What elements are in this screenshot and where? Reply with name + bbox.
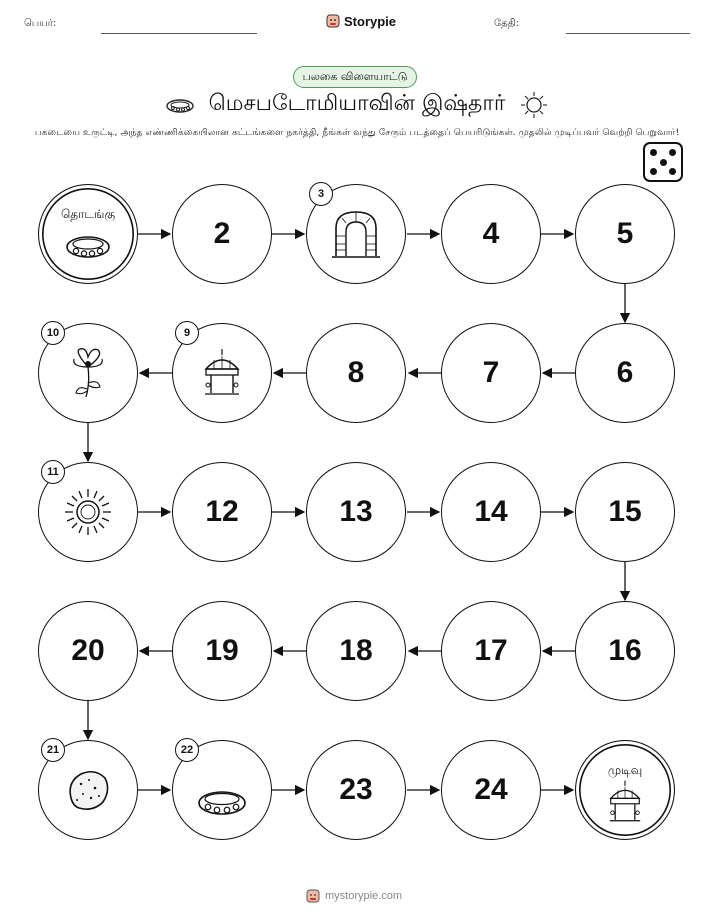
cell-number-badge: 22 [175,738,199,762]
ring-icon [64,231,112,261]
cell-number: 12 [205,495,239,528]
board-cell-3[interactable] [306,184,406,284]
cell-number: 8 [347,356,365,389]
shrine-icon [605,777,645,827]
board-cell-2[interactable] [172,184,272,284]
footer-url[interactable]: mystorypie.com [325,890,403,902]
board-cell-23[interactable] [306,740,406,840]
cell-number: 18 [339,634,373,667]
cell-number-badge: 21 [41,738,65,762]
gate-icon [328,206,384,262]
cell-number-badge: 10 [41,321,65,345]
board-cell-17[interactable] [441,601,541,701]
board-cell-10[interactable] [38,323,138,423]
board-cell-20[interactable] [38,601,138,701]
ring-icon [196,785,248,819]
cell-number: 13 [339,495,373,528]
board-cell-start[interactable] [38,184,138,284]
board-cell-24[interactable] [441,740,541,840]
cell-number: 7 [482,356,500,389]
board-cell-15[interactable] [575,462,675,562]
pill-label: பலகை விளையாட்டு [302,69,408,83]
board-cell-5[interactable] [575,184,675,284]
board-cell-14[interactable] [441,462,541,562]
cell-number: 19 [205,634,239,667]
title-text: மெசபடோமியாவின் இஷ்தார் [208,91,506,116]
name-label: பெயர்: [24,18,57,29]
cell-number: 4 [482,217,500,250]
start-label: தொடங்கு [60,207,116,221]
cell-number: 2 [213,217,231,250]
cell-number: 17 [474,634,508,667]
cell-number: 15 [608,495,642,528]
board-cell-6[interactable] [575,323,675,423]
stone-icon [65,768,111,812]
cell-number: 16 [608,634,642,667]
instructions: பகடையை உருட்டி, அந்த எண்ணிக்கையிலான கட்டங்களை நகர்த்தி, நீங்கள் வந்து சேரும் படத்தைப் பெயரிடுங்கள். முதலில் முடிப்பவர் வெற்றி பெறுவார்! [34,127,680,138]
board-cell-13[interactable] [306,462,406,562]
cell-number-badge: 9 [175,321,199,345]
board-cell-7[interactable] [441,323,541,423]
board-cell-22[interactable] [172,740,272,840]
cell-number: 14 [474,495,508,528]
cell-number: 24 [474,773,508,806]
cell-number: 5 [616,217,634,250]
board-cell-21[interactable] [38,740,138,840]
finish-label: முடிவு [607,763,643,777]
board-cell-4[interactable] [441,184,541,284]
board-cell-16[interactable] [575,601,675,701]
cell-number: 20 [71,634,105,667]
cell-number: 6 [616,356,634,389]
board-cell-18[interactable] [306,601,406,701]
board-cell-8[interactable] [306,323,406,423]
cell-number: 23 [339,773,373,806]
board-cell-finish[interactable] [575,740,675,840]
sun-icon [62,486,114,538]
cell-number-badge: 11 [41,460,65,484]
brand-name: Storypie [344,13,397,29]
board-cell-11[interactable] [38,462,138,562]
footer [306,888,402,904]
board-cell-9[interactable] [172,323,272,423]
board-cell-12[interactable] [172,462,272,562]
cell-number-badge: 3 [309,182,333,206]
board-cell-19[interactable] [172,601,272,701]
storypie-mascot-icon [306,888,320,904]
shrine-icon [200,345,244,401]
poppy-icon [66,345,110,401]
date-label: தேதி: [494,18,520,29]
